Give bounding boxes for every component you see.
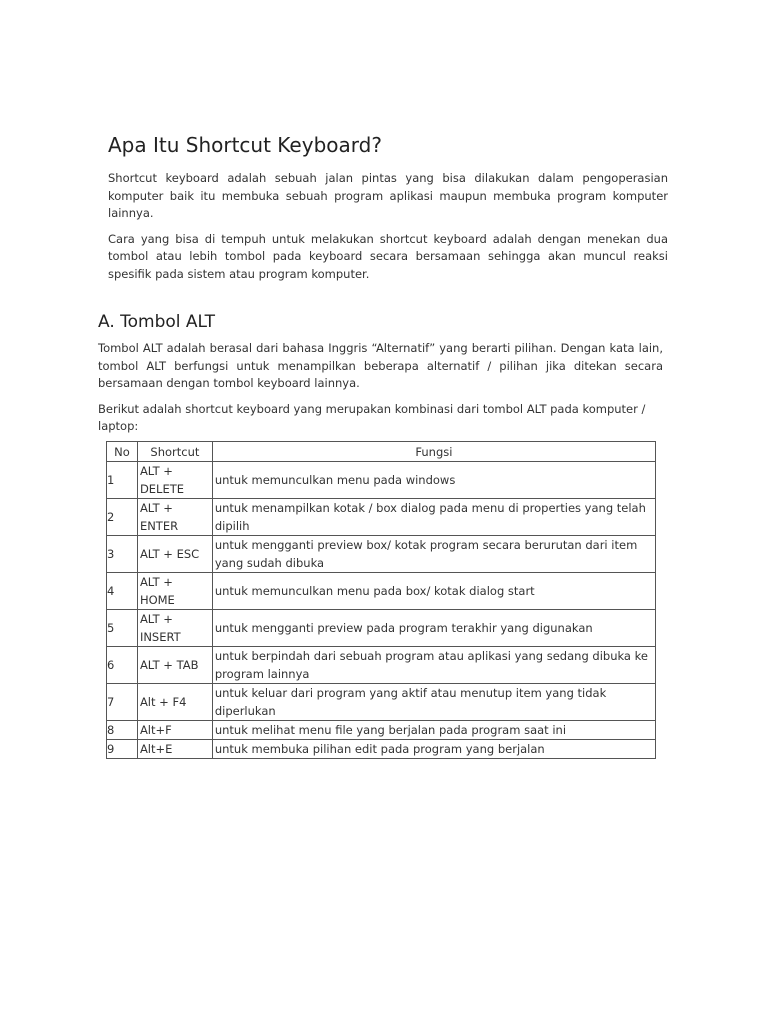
cell-fungsi: untuk melihat menu file yang berjalan pada program saat ini [212, 721, 655, 740]
table-row [107, 499, 656, 536]
table-row [107, 536, 656, 573]
table-header-row [107, 442, 656, 462]
cell-no: 4 [107, 573, 138, 610]
cell-shortcut: Alt+E [137, 740, 212, 759]
cell-no: 3 [107, 536, 138, 573]
cell-shortcut: ALT + TAB [137, 647, 212, 684]
cell-shortcut: ALT + DELETE [137, 462, 212, 499]
table-row [107, 462, 656, 499]
cell-shortcut: ALT + INSERT [137, 610, 212, 647]
table-row [107, 647, 656, 684]
cell-shortcut: ALT + ESC [137, 536, 212, 573]
header-no: No [107, 442, 138, 462]
cell-fungsi: untuk keluar dari program yang aktif atau menutup item yang tidak diperlukan [212, 684, 655, 721]
cell-shortcut: Alt+F [137, 721, 212, 740]
alt-paragraph-2: Berikut adalah shortcut keyboard yang merupakan kombinasi dari tombol ALT pada komputer / laptop: [98, 401, 646, 433]
page-title: Apa Itu Shortcut Keyboard? [108, 133, 382, 157]
table-row [107, 610, 656, 647]
cell-fungsi: untuk mengganti preview box/ kotak program secara berurutan dari item yang sudah dibuka [212, 536, 655, 573]
cell-fungsi: untuk membuka pilihan edit pada program yang berjalan [212, 740, 655, 759]
intro-paragraph-2: Cara yang bisa di tempuh untuk melakukan shortcut keyboard adalah dengan menekan dua tombol atau lebih tombol pada keyboard secara bersamaan sehingga akan muncul reaksi spesifik pada sistem atau program komputer. [108, 231, 668, 281]
cell-no: 2 [107, 499, 138, 536]
cell-no: 7 [107, 684, 138, 721]
header-fungsi: Fungsi [212, 442, 655, 462]
cell-no: 1 [107, 462, 138, 499]
cell-shortcut: ALT + HOME [137, 573, 212, 610]
cell-no: 6 [107, 647, 138, 684]
intro-paragraph-1: Shortcut keyboard adalah sebuah jalan pintas yang bisa dilakukan dalam pengoperasian komputer baik itu membuka sebuah program aplikasi maupun membuka program komputer lainnya. [108, 171, 668, 220]
cell-no: 9 [107, 740, 138, 759]
cell-no: 8 [107, 721, 138, 740]
section-heading: A. Tombol ALT [98, 312, 216, 332]
table-row [107, 573, 656, 610]
cell-fungsi: untuk mengganti preview pada program terakhir yang digunakan [212, 610, 655, 647]
table-row [107, 684, 656, 721]
section-intro [108, 132, 668, 291]
table-row [107, 740, 656, 759]
cell-fungsi: untuk berpindah dari sebuah program atau aplikasi yang sedang dibuka ke program lainnya [212, 647, 655, 684]
cell-shortcut: Alt + F4 [137, 684, 212, 721]
section-tombol-alt [98, 310, 663, 444]
cell-no: 5 [107, 610, 138, 647]
table-row [107, 721, 656, 740]
alt-paragraph-1: Tombol ALT adalah berasal dari bahasa Inggris “Alternatif” yang berarti pilihan. Dengan kata lain, tombol ALT berfungsi untuk menampilkan beberapa alternatif / pilihan jika ditekan secara bersamaan dengan tombol keyboard lainnya. [98, 341, 663, 390]
shortcut-table [106, 441, 656, 759]
cell-fungsi: untuk menampilkan kotak / box dialog pada menu di properties yang telah dipilih [212, 499, 655, 536]
cell-fungsi: untuk memunculkan menu pada box/ kotak dialog start [212, 573, 655, 610]
header-shortcut: Shortcut [137, 442, 212, 462]
cell-shortcut: ALT + ENTER [137, 499, 212, 536]
cell-fungsi: untuk memunculkan menu pada windows [212, 462, 655, 499]
